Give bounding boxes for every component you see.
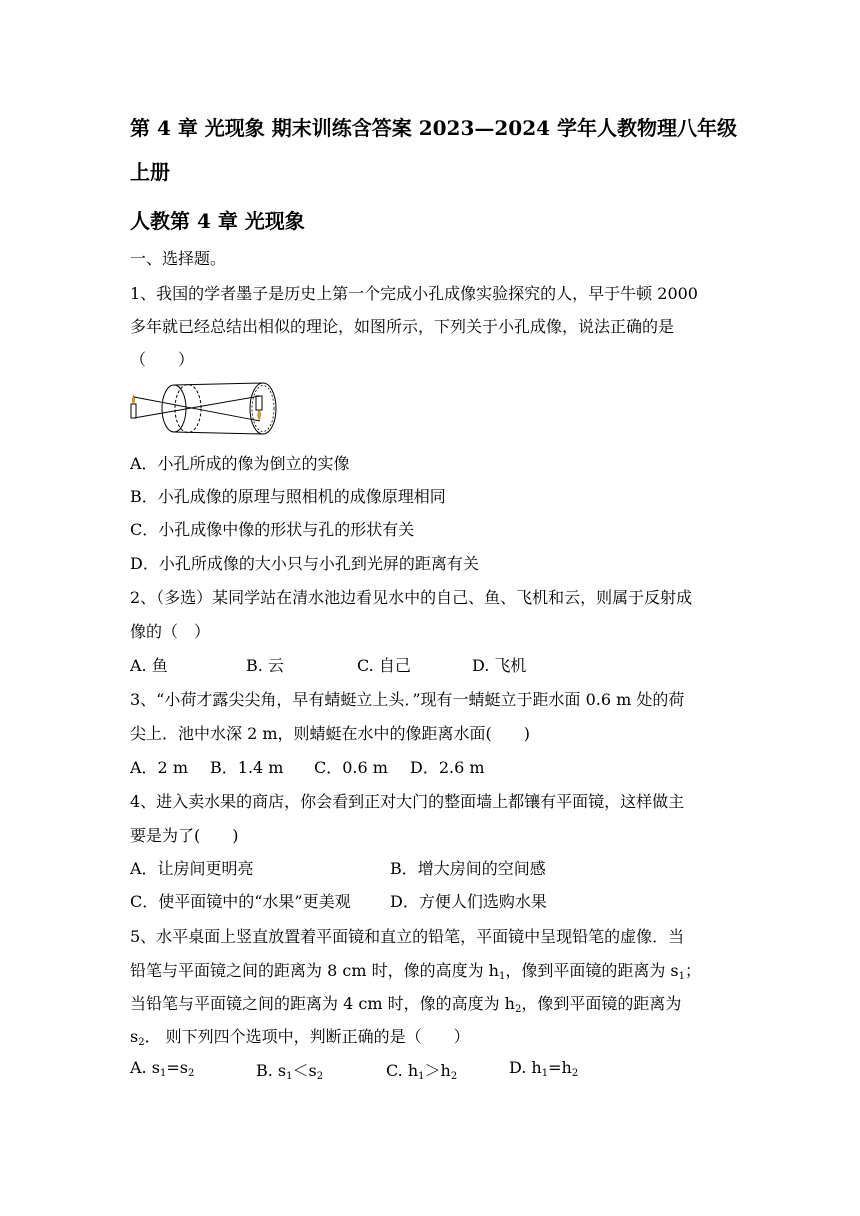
- q5-option-a: A. $s_1=s_2$: [130, 1058, 195, 1079]
- q4-line1: 4、进入卖水果的商店，你会看到正对大门的整面墙上都镶有平面镜，这样做主: [130, 792, 685, 811]
- screen-end: [250, 383, 276, 434]
- q1-line2: 多年就已经总结出相似的理论，如图所示，下列关于小孔成像，说法正确的是: [130, 317, 675, 336]
- q5-line2: 铅笔与平面镜之间的距离为 8 cm 时，像的高度为 $h_1$，像到平面镜的距离为 $s_1$；: [130, 961, 702, 982]
- q2-line1: 2、（多选）某同学站在清水池边看见水中的自己、鱼、飞机和云，则属于反射成: [130, 588, 693, 607]
- q3-line2: 尖上．池中水深 2 m，则蜻蜓在水中的像距离水面( ): [130, 724, 531, 743]
- q1-line1: 1、我国的学者墨子是历史上第一个完成小孔成像实验探究的人，早于牛顿 2000: [130, 284, 698, 303]
- q5-option-d: D. $h_1=h_2$: [509, 1058, 579, 1079]
- q4-option-b: B．增大房间的空间感: [390, 859, 546, 878]
- q1-option-b: B．小孔成像的原理与照相机的成像原理相同: [130, 487, 446, 506]
- q4-option-a: A．让房间更明亮: [130, 859, 254, 878]
- q3-option-a: A．2 m: [130, 758, 188, 777]
- q2-option-a: A. 鱼: [130, 656, 168, 675]
- q1-option-c: C．小孔成像中像的形状与孔的形状有关: [130, 520, 415, 539]
- q1-option-d: D．小孔所成像的大小只与小孔到光屏的距离有关: [130, 554, 479, 573]
- flame-icon: [132, 395, 134, 404]
- candle-icon: [131, 404, 136, 418]
- q1-line3: （ ）: [130, 350, 195, 369]
- q5-line1: 5、水平桌面上竖直放置着平面镜和直立的铅笔，平面镜中呈现铅笔的虚像．当: [130, 927, 685, 946]
- inverted-flame-icon: [258, 410, 261, 420]
- q4-line2: 要是为了( ): [130, 826, 239, 845]
- pinhole-camera-figure: [128, 377, 280, 439]
- q5-option-c: C. $h_1>h_2$: [386, 1061, 458, 1082]
- document-title: 第 4 章 光现象 期末训练含答案 2023—2024 学年人教物理八年级上册: [130, 116, 738, 184]
- q3-option-d: D．2.6 m: [410, 758, 485, 777]
- section-heading: 一、选择题。: [130, 249, 227, 268]
- q4-option-d: D．方便人们选购水果: [390, 892, 547, 911]
- document-subtitle: 人教第 4 章 光现象: [130, 209, 305, 233]
- q4-option-c: C．使平面镜中的“水果”更美观: [130, 892, 351, 911]
- q5-line3: 当铅笔与平面镜之间的距离为 4 cm 时，像的高度为 $h_2$，像到平面镜的距离为: [130, 994, 682, 1015]
- q2-option-d: D. 飞机: [472, 656, 527, 675]
- q3-option-b: B．1.4 m: [210, 758, 284, 777]
- inverted-candle-icon: [256, 396, 262, 410]
- q2-option-b: B. 云: [246, 656, 284, 675]
- q3-option-c: C．0.6 m: [314, 758, 388, 777]
- q3-line1: 3、“小荷才露尖尖角，早有蜻蜓立上头．”现有一蜻蜓立于距水面 0.6 m 处的荷: [130, 690, 685, 709]
- q5-line4: $s_2$． 则下列四个选项中，判断正确的是（ ）: [130, 1027, 470, 1048]
- q5-option-b: B. $s_1<s_2$: [256, 1061, 324, 1082]
- q2-option-c: C. 自己: [357, 656, 411, 675]
- pinhole-end: [162, 385, 186, 432]
- q1-option-a: A．小孔所成的像为倒立的实像: [130, 454, 350, 473]
- q2-line2: 像的（ ）: [130, 622, 211, 641]
